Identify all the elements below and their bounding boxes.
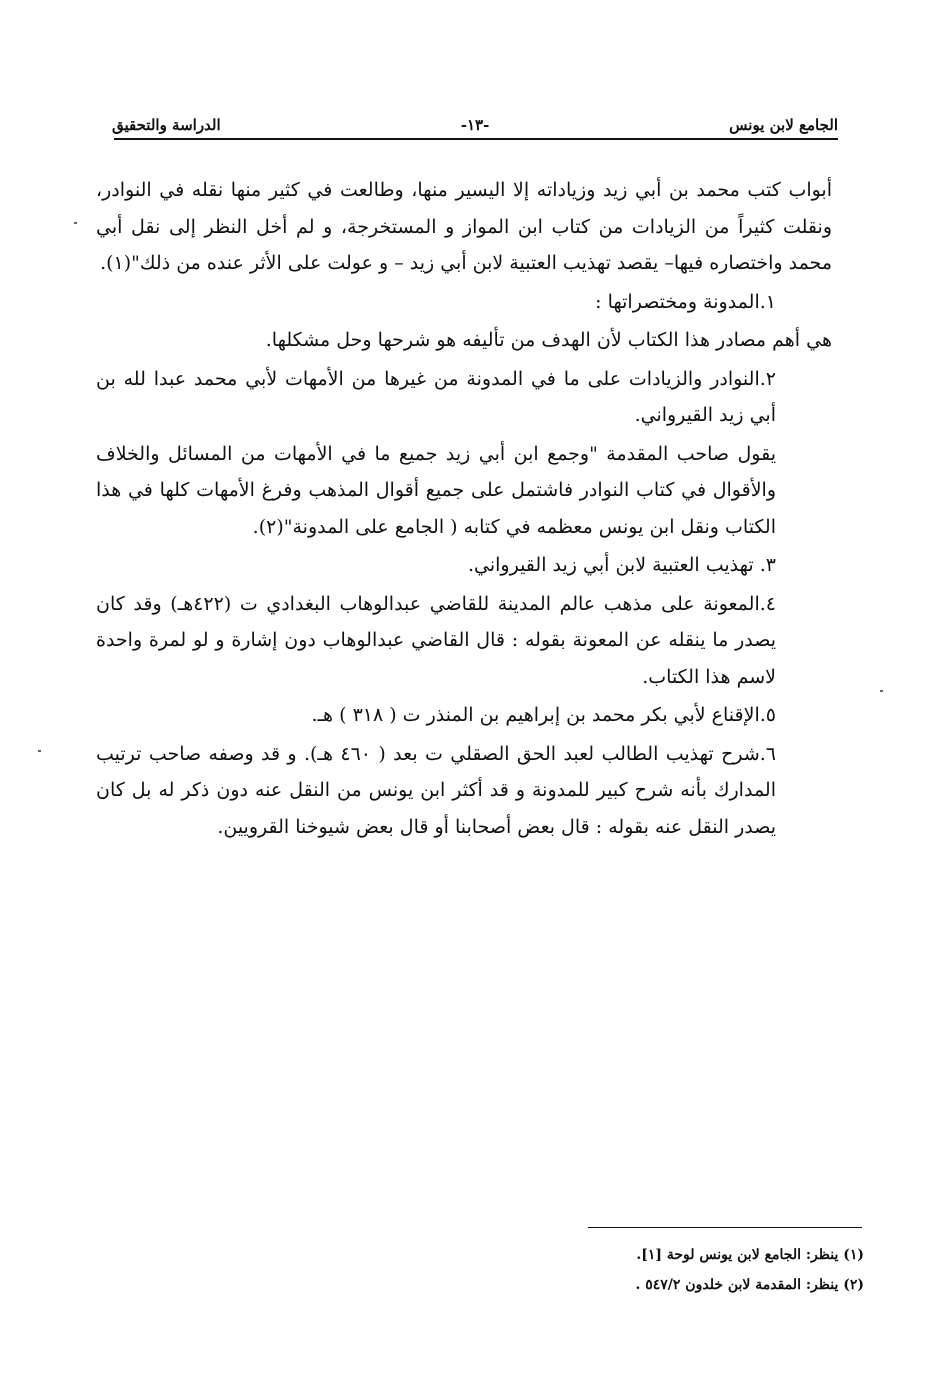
footnote-rule xyxy=(588,1227,862,1228)
footnote-1: (١) ينظر: الجامع لابن يونس لوحة [١]. xyxy=(636,1247,864,1263)
list-item-6: ٦.شرح تهذيب الطالب لعبد الحق الصقلي ت بعد ( ٤٦٠ هـ). و قد وصفه صاحب ترتيب المدارك بأنه شرح كبير للمدونة و قد أكثر ابن يونس من النقل عنه دون ذكر له بل كان يصدر النقل عنه بقوله : قال بعض أصحابنا أو قال بعض شيوخنا القرويين. xyxy=(96,742,776,838)
running-header xyxy=(112,108,838,142)
paragraph-mudawwana: هي أهم مصادر هذا الكتاب لأن الهدف من تأليفه هو شرحها وحل مشكلها. xyxy=(265,329,832,351)
footnotes xyxy=(464,1240,864,1300)
paragraph-continuation: أبواب كتب محمد بن أبي زيد وزياداته إلا اليسير منها، وطالعت في كثير منها نقله في النوادر، ونقلت كثيراً من الزيادات من كتاب ابن المواز و المستخرجة، و لم أخل النظر إلى نقل أبي محمد واختصاره فيها– يقصد تهذيب العتبية لابن أبي زيد – و عولت على الأثر عنده من ذلك"(١). xyxy=(96,179,832,274)
scan-speck xyxy=(38,750,41,752)
header-section-title: الدراسة والتحقيق xyxy=(112,116,221,134)
list-item-2: ٢.النوادر والزيادات على ما في المدونة من غيرها من الأمهات لأبي محمد عبدا لله بن أبي زيد القيرواني. xyxy=(96,367,776,426)
header-book-title: الجامع لابن يونس xyxy=(729,116,838,134)
header-rule xyxy=(114,138,838,140)
footnote-2: (٢) ينظر: المقدمة لابن خلدون ٥٤٧/٢ . xyxy=(635,1277,864,1293)
list-item-1: ١.المدونة ومختصراتها : xyxy=(595,290,776,313)
list-item-5: ٥.الإقناع لأبي بكر محمد بن إبراهيم بن المنذر ت ( ٣١٨ ) هـ. xyxy=(311,704,776,726)
paragraph-quote-muqaddima: يقول صاحب المقدمة "وجمع ابن أبي زيد جميع ما في الأمهات من المسائل والخلاف والأقوال في كتاب النوادر فاشتمل على جميع أقوال المذهب وفرغ الأمهات كلها في هذا الكتاب ونقل ابن يونس معظمه في كتابه ( الجامع على المدونة"(٢). xyxy=(96,442,776,538)
main-text xyxy=(96,172,832,845)
list-item-3: ٣. تهذيب العتبية لابن أبي زيد القيرواني. xyxy=(467,554,776,576)
list-item-4: ٤.المعونة على مذهب عالم المدينة للقاضي عبدالوهاب البغدادي ت (٤٢٢هـ) وقد كان يصدر ما ينقله عن المعونة بقوله : قال القاضي عبدالوهاب دون إشارة و لو لمرة واحدة لاسم هذا الكتاب. xyxy=(96,592,776,688)
scan-speck xyxy=(74,222,77,224)
scan-speck xyxy=(880,690,883,692)
header-page-number: -١٣- xyxy=(460,116,490,134)
